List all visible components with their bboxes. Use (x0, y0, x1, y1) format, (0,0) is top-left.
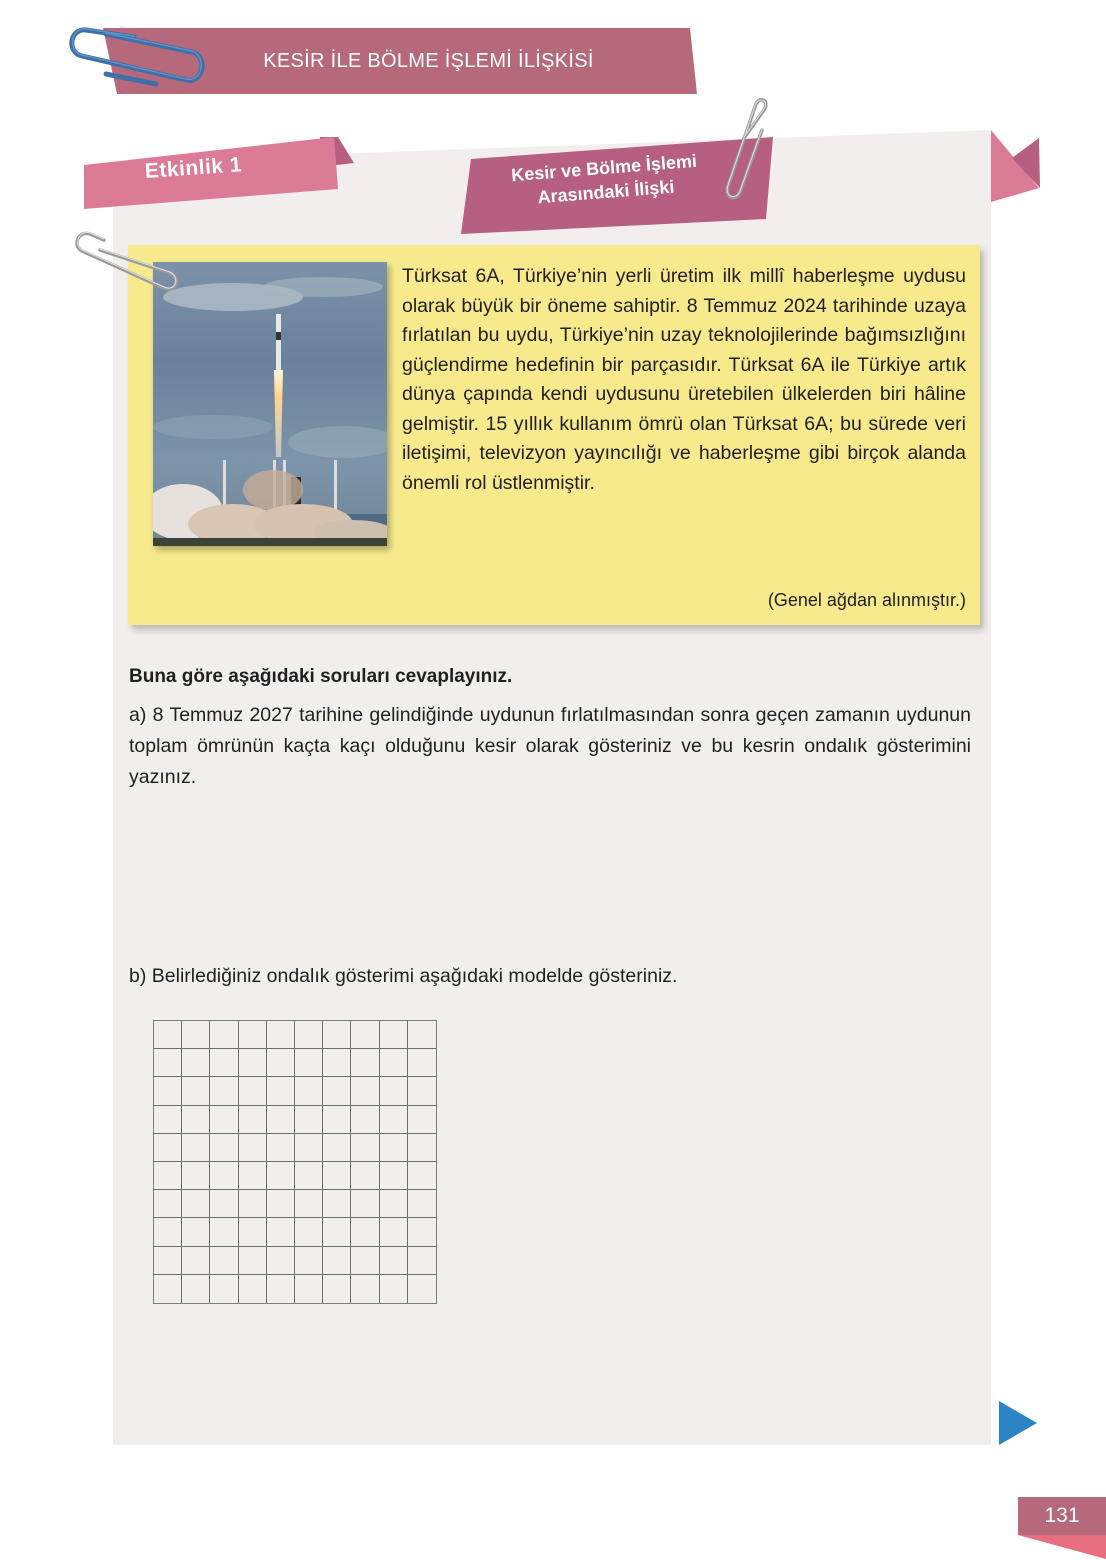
grid-cell[interactable] (408, 1021, 436, 1049)
grid-cell[interactable] (154, 1218, 182, 1246)
grid-cell[interactable] (323, 1021, 351, 1049)
grid-cell[interactable] (210, 1162, 238, 1190)
grid-cell[interactable] (380, 1021, 408, 1049)
grid-cell[interactable] (351, 1275, 379, 1303)
grid-cell[interactable] (239, 1247, 267, 1275)
grid-cell[interactable] (408, 1190, 436, 1218)
grid-cell[interactable] (323, 1275, 351, 1303)
grid-cell[interactable] (380, 1190, 408, 1218)
source-note: (Genel ağdan alınmıştır.) (767, 590, 966, 610)
grid-cell[interactable] (323, 1247, 351, 1275)
grid-cell[interactable] (182, 1218, 210, 1246)
grid-cell[interactable] (380, 1275, 408, 1303)
grid-cell[interactable] (323, 1106, 351, 1134)
rocket-launch-photo (153, 262, 387, 546)
grid-cell[interactable] (154, 1106, 182, 1134)
grid-cell[interactable] (182, 1162, 210, 1190)
grid-cell[interactable] (239, 1021, 267, 1049)
grid-cell[interactable] (408, 1162, 436, 1190)
grid-cell[interactable] (295, 1218, 323, 1246)
photo-paperclip-icon (72, 228, 182, 294)
grid-cell[interactable] (239, 1049, 267, 1077)
grid-cell[interactable] (210, 1134, 238, 1162)
grid-cell[interactable] (351, 1106, 379, 1134)
grid-cell[interactable] (267, 1077, 295, 1105)
grid-cell[interactable] (408, 1106, 436, 1134)
grid-cell[interactable] (154, 1049, 182, 1077)
grid-cell[interactable] (239, 1162, 267, 1190)
question-b: b) Belirlediğiniz ondalık gösterimi aşağıdaki modelde gösteriniz. (129, 965, 678, 987)
grid-cell[interactable] (267, 1218, 295, 1246)
grid-cell[interactable] (210, 1021, 238, 1049)
activity-title-line1: Kesir ve Bölme İşlemi (510, 150, 698, 186)
info-paragraph (402, 262, 966, 498)
grid-cell[interactable] (351, 1049, 379, 1077)
grid-cell[interactable] (351, 1247, 379, 1275)
grid-cell[interactable] (323, 1162, 351, 1190)
grid-cell[interactable] (380, 1106, 408, 1134)
grid-cell[interactable] (295, 1190, 323, 1218)
grid-cell[interactable] (323, 1190, 351, 1218)
page-number: 131 (1018, 1497, 1106, 1535)
grid-cell[interactable] (295, 1049, 323, 1077)
grid-cell[interactable] (182, 1190, 210, 1218)
grid-cell[interactable] (351, 1021, 379, 1049)
grid-cell[interactable] (380, 1049, 408, 1077)
grid-cell[interactable] (154, 1021, 182, 1049)
grid-cell[interactable] (295, 1162, 323, 1190)
questions-heading: Buna göre aşağıdaki soruları cevaplayınız. (129, 666, 513, 687)
decimal-grid-model[interactable] (153, 1020, 437, 1304)
silver-paperclip-icon (718, 98, 778, 203)
grid-cell[interactable] (295, 1247, 323, 1275)
grid-cell[interactable] (210, 1049, 238, 1077)
next-page-arrow-icon[interactable] (999, 1401, 1037, 1445)
grid-cell[interactable] (323, 1218, 351, 1246)
grid-cell[interactable] (267, 1247, 295, 1275)
grid-cell[interactable] (182, 1106, 210, 1134)
grid-cell[interactable] (295, 1134, 323, 1162)
grid-cell[interactable] (210, 1190, 238, 1218)
chapter-title: KESİR İLE BÖLME İŞLEMİ İLİŞKİSİ (263, 49, 594, 72)
grid-cell[interactable] (351, 1218, 379, 1246)
activity-label: Etkinlik 1 (144, 153, 243, 183)
grid-cell[interactable] (267, 1162, 295, 1190)
grid-cell[interactable] (351, 1134, 379, 1162)
grid-cell[interactable] (267, 1021, 295, 1049)
info-paragraph-text: Türksat 6A, Türkiye’nin yerli üretim ilk millî haberleşme uydusu olarak büyük bir öneme sahiptir. 8 Temmuz 2024 tarihinde uzaya fırlatılan bu uydu, Türkiye’nin uzay teknolojilerinde bağımsızlığını güçlendirme hedefinin bir parçasıdır. Türksat 6A ile Türkiye artık dünya çapında kendi uydusunu üretebilen ülkelerden biri hâline gelmiştir. 15 yıllık kullanım ömrü olan Türksat 6A; bu sürede veri iletişimi, televizyon yayıncılığı ve haberleşme gibi birçok alanda önemli rol üstlenmiştir. (402, 265, 966, 494)
grid-cell[interactable] (408, 1049, 436, 1077)
grid-cell[interactable] (239, 1134, 267, 1162)
grid-cell[interactable] (295, 1077, 323, 1105)
grid-cell[interactable] (380, 1162, 408, 1190)
grid-cell[interactable] (210, 1247, 238, 1275)
grid-cell[interactable] (182, 1134, 210, 1162)
rocket-launch-illustration (153, 262, 387, 546)
grid-cell[interactable] (154, 1134, 182, 1162)
grid-cell[interactable] (351, 1162, 379, 1190)
grid-cell[interactable] (380, 1218, 408, 1246)
question-a: a) 8 Temmuz 2027 tarihine gelindiğinde uydunun fırlatılmasından sonra geçen zamanın uydunun toplam ömrünün kaçta kaçı olduğunu kesir olarak gösteriniz ve bu kesrin ondalık gösterimini yazınız. (129, 704, 971, 788)
grid-cell[interactable] (267, 1049, 295, 1077)
grid-cell[interactable] (267, 1275, 295, 1303)
grid-cell[interactable] (239, 1218, 267, 1246)
grid-cell[interactable] (239, 1077, 267, 1105)
grid-cell[interactable] (267, 1134, 295, 1162)
grid-cell[interactable] (323, 1134, 351, 1162)
grid-cell[interactable] (154, 1162, 182, 1190)
grid-cell[interactable] (323, 1077, 351, 1105)
grid-cell[interactable] (210, 1106, 238, 1134)
grid-cell[interactable] (380, 1247, 408, 1275)
grid-cell[interactable] (267, 1106, 295, 1134)
grid-cell[interactable] (295, 1021, 323, 1049)
grid-cell[interactable] (295, 1275, 323, 1303)
grid-cell[interactable] (182, 1049, 210, 1077)
grid-cell[interactable] (210, 1218, 238, 1246)
grid-cell[interactable] (351, 1190, 379, 1218)
grid-cell[interactable] (380, 1134, 408, 1162)
grid-cell[interactable] (154, 1275, 182, 1303)
grid-cell[interactable] (408, 1077, 436, 1105)
grid-cell[interactable] (239, 1275, 267, 1303)
grid-cell[interactable] (182, 1247, 210, 1275)
grid-cell[interactable] (295, 1106, 323, 1134)
grid-cell[interactable] (351, 1077, 379, 1105)
grid-cell[interactable] (210, 1077, 238, 1105)
grid-cell[interactable] (182, 1077, 210, 1105)
blue-paperclip-icon (66, 22, 211, 92)
grid-cell[interactable] (380, 1077, 408, 1105)
grid-cell[interactable] (154, 1190, 182, 1218)
grid-cell[interactable] (408, 1275, 436, 1303)
activity-title-line2: Arasındaki İlişki (536, 176, 676, 208)
grid-cell[interactable] (408, 1247, 436, 1275)
grid-cell[interactable] (182, 1275, 210, 1303)
grid-cell[interactable] (154, 1247, 182, 1275)
grid-cell[interactable] (154, 1077, 182, 1105)
grid-cell[interactable] (323, 1049, 351, 1077)
grid-cell[interactable] (267, 1190, 295, 1218)
page-number-tab (1018, 1535, 1106, 1559)
grid-cell[interactable] (239, 1106, 267, 1134)
grid-cell[interactable] (239, 1190, 267, 1218)
grid-cell[interactable] (210, 1275, 238, 1303)
grid-cell[interactable] (408, 1134, 436, 1162)
grid-cell[interactable] (408, 1218, 436, 1246)
grid-cell[interactable] (182, 1021, 210, 1049)
